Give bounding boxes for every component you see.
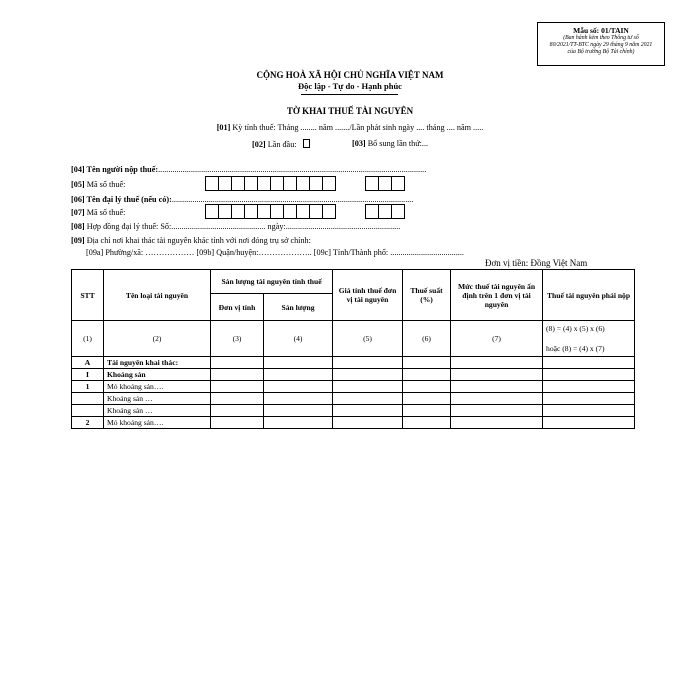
f05-label: Mã số thuế:	[84, 180, 126, 189]
row-cell[interactable]	[211, 417, 264, 429]
first-time-checkbox[interactable]	[303, 139, 310, 148]
form-note-3: của Bộ trưởng Bộ Tài chính)	[567, 49, 635, 55]
row-cell[interactable]	[211, 393, 264, 405]
tax-code-cells[interactable]	[205, 176, 335, 191]
mining-address-label	[71, 236, 311, 245]
row-cell[interactable]	[403, 405, 451, 417]
period-code: [01]	[216, 123, 231, 132]
f09-text: Địa chỉ nơi khai thác tài nguyên khác tỉnh với nơi đóng trụ sở chính:	[84, 236, 311, 245]
row-cell[interactable]	[543, 417, 635, 429]
row-cell[interactable]	[403, 393, 451, 405]
row-stt: I	[72, 369, 104, 381]
row-resource-name: Khoáng sản …	[104, 393, 211, 405]
motto-underline	[301, 94, 398, 95]
row-cell[interactable]	[211, 369, 264, 381]
row-cell[interactable]	[403, 357, 451, 369]
row-stt	[72, 405, 104, 417]
header-unit-price: Giá tính thuế đơn vị tài nguyên	[333, 270, 403, 321]
row-resource-name: Mỏ khoáng sản….	[104, 417, 211, 429]
f08-code: [08]	[71, 222, 85, 231]
f08-text: Hợp đồng đại lý thuế: Số:.............................................. ngày:........................................................	[84, 222, 401, 231]
row-cell[interactable]	[333, 405, 403, 417]
col-number-8	[543, 321, 635, 357]
row-cell[interactable]	[264, 369, 333, 381]
first-time-field	[252, 139, 310, 149]
row-cell[interactable]	[451, 405, 543, 417]
mining-address-subfields[interactable]: [09a] Phường/xã: ……………… [09b] Quận/huyện:……………….. [09c] Tỉnh/Thành phố: ....................................	[86, 248, 464, 257]
row-cell[interactable]	[333, 417, 403, 429]
row-stt: 1	[72, 381, 104, 393]
currency-unit: Đơn vị tiền: Đồng Việt Nam	[485, 258, 588, 268]
col-number-1: (1)	[72, 321, 104, 357]
row-resource-name: Khoáng sản	[104, 369, 211, 381]
supplement-code: [03]	[352, 139, 366, 148]
f04-dots: ...................................................................................................................................	[158, 165, 427, 174]
row-cell[interactable]	[403, 369, 451, 381]
row-cell[interactable]	[451, 393, 543, 405]
period-text[interactable]: Kỳ tính thuế: Tháng ........ năm ......./Lần phát sinh ngày .... tháng .... năm .....	[230, 123, 484, 132]
header-tax-rate: Thuế suất (%)	[403, 270, 451, 321]
col-number-7: (7)	[451, 321, 543, 357]
row-cell[interactable]	[451, 417, 543, 429]
row-cell[interactable]	[543, 369, 635, 381]
form-note-1: (Ban hành kèm theo Thông tư số	[563, 35, 639, 41]
taxpayer-name-field[interactable]	[71, 165, 426, 174]
table-row	[72, 369, 635, 381]
tax-period-line	[0, 123, 700, 132]
motto: Độc lập - Tự do - Hạnh phúc	[298, 81, 402, 91]
document-title: TỜ KHAI THUẾ TÀI NGUYÊN	[286, 106, 414, 116]
col-number-4: (4)	[264, 321, 333, 357]
col-number-5: (5)	[333, 321, 403, 357]
row-cell[interactable]	[211, 405, 264, 417]
agent-tax-code-cells[interactable]	[205, 204, 335, 219]
f07-label: Mã số thuế:	[84, 208, 126, 217]
row-cell[interactable]	[543, 405, 635, 417]
table-row	[72, 357, 635, 369]
resource-tax-table	[71, 269, 635, 429]
row-cell[interactable]	[264, 393, 333, 405]
f06-code: [06]	[71, 195, 85, 204]
supplement-field	[352, 139, 428, 148]
row-cell[interactable]	[333, 369, 403, 381]
header-taxable-output: Sản lượng tài nguyên tính thuế	[211, 270, 333, 294]
row-cell[interactable]	[333, 393, 403, 405]
f07-code: [07]	[71, 208, 85, 217]
form-code	[538, 26, 664, 35]
row-cell[interactable]	[451, 357, 543, 369]
header-unit: Đơn vị tính	[211, 294, 264, 321]
header-stt: STT	[72, 270, 104, 321]
row-resource-name: Khoáng sản …	[104, 405, 211, 417]
row-cell[interactable]	[451, 369, 543, 381]
agent-tax-code-branch-cells[interactable]	[365, 204, 404, 219]
first-code: [02]	[252, 140, 266, 149]
f09-code: [09]	[71, 236, 85, 245]
row-cell[interactable]	[543, 381, 635, 393]
row-cell[interactable]	[333, 381, 403, 393]
row-cell[interactable]	[264, 417, 333, 429]
tax-code-branch-cells[interactable]	[365, 176, 404, 191]
f06-dots: ......................................................................................................................	[171, 195, 414, 204]
row-resource-name: Mỏ khoáng sản….	[104, 381, 211, 393]
tax-agent-name-field[interactable]	[71, 195, 413, 204]
row-stt	[72, 393, 104, 405]
f04-label: Tên người nộp thuế:	[84, 165, 159, 174]
row-stt: 2	[72, 417, 104, 429]
table-row	[72, 393, 635, 405]
col-number-2: (2)	[104, 321, 211, 357]
row-cell[interactable]	[211, 381, 264, 393]
f06-label: Tên đại lý thuế (nếu có):	[84, 195, 172, 204]
row-cell[interactable]	[333, 357, 403, 369]
col-number-3: (3)	[211, 321, 264, 357]
f04-code: [04]	[71, 165, 85, 174]
row-cell[interactable]	[451, 381, 543, 393]
col-number-6: (6)	[403, 321, 451, 357]
tax-code-label	[71, 180, 125, 189]
row-cell[interactable]	[543, 393, 635, 405]
formula-2: hoặc (8) = (4) x (7)	[546, 344, 605, 353]
row-cell[interactable]	[403, 381, 451, 393]
form-code-value: 01/TAIN	[601, 26, 629, 35]
table-row	[72, 405, 635, 417]
country-heading: CỘNG HOÀ XÃ HỘI CHỦ NGHĨA VIỆT NAM	[256, 70, 444, 80]
row-cell[interactable]	[264, 405, 333, 417]
agent-tax-code-label	[71, 208, 125, 217]
table-row	[72, 381, 635, 393]
row-cell[interactable]	[264, 357, 333, 369]
row-cell[interactable]	[211, 357, 264, 369]
form-note-2: 80/2021/TT-BTC ngày 29 tháng 9 năm 2021	[549, 42, 653, 48]
row-stt: A	[72, 357, 104, 369]
formula-1: (8) = (4) x (5) x (6)	[546, 324, 605, 333]
supplement-label[interactable]: Bổ sung lần thứ:...	[365, 139, 429, 148]
table-row	[72, 417, 635, 429]
row-cell[interactable]	[264, 381, 333, 393]
row-cell[interactable]	[403, 417, 451, 429]
header-resource-name: Tên loại tài nguyên	[104, 270, 211, 321]
f05-code: [05]	[71, 180, 85, 189]
header-fixed-tax: Mức thuế tài nguyên ấn định trên 1 đơn vị tài nguyên	[451, 270, 543, 321]
row-resource-name: Tài nguyên khai thác:	[104, 357, 211, 369]
header-tax-payable: Thuế tài nguyên phải nộp	[543, 270, 635, 321]
row-cell[interactable]	[543, 357, 635, 369]
agent-contract-field[interactable]	[71, 222, 400, 231]
header-volume: Sản lượng	[264, 294, 333, 321]
form-code-box	[537, 22, 665, 66]
first-label: Lần đầu:	[265, 140, 297, 149]
form-code-prefix: Mẫu số:	[573, 26, 602, 35]
